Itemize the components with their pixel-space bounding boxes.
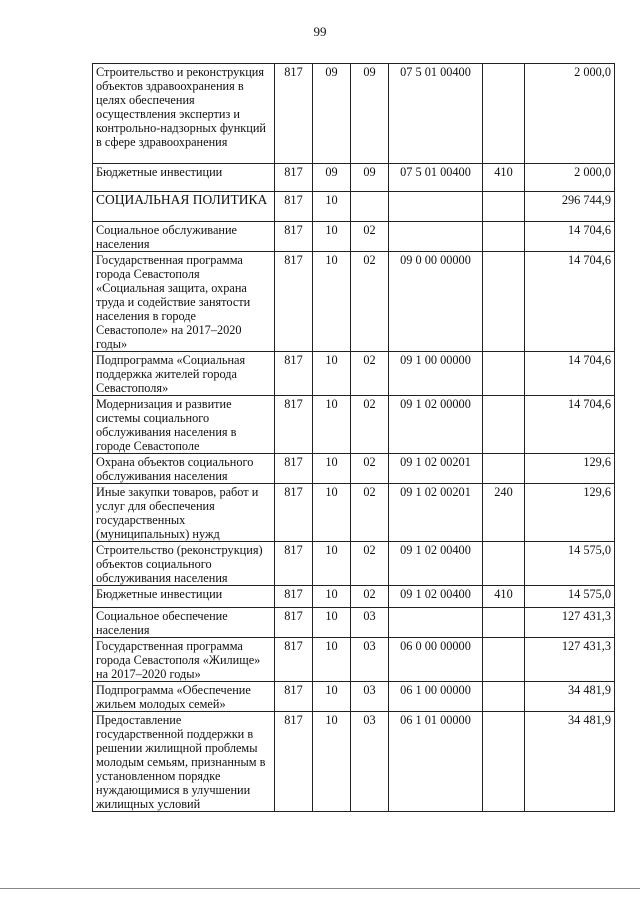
cell-pr: 02 (351, 222, 389, 252)
cell-sum: 2 000,0 (525, 64, 615, 164)
table-row (93, 192, 615, 222)
cell-vr (483, 712, 525, 812)
cell-rz: 10 (313, 586, 351, 608)
cell-csr: 07 5 01 00400 (389, 64, 483, 164)
cell-sum: 14 704,6 (525, 222, 615, 252)
cell-name: Строительство и реконструкция объектов здравоохранения в целях обеспечения осуществления экспертиз и контрольно-надзорных функций в сфере здравоохранения (93, 64, 275, 164)
cell-vr (483, 396, 525, 454)
cell-name: Иные закупки товаров, работ и услуг для обеспечения государственных (муниципальных) нужд (93, 484, 275, 542)
cell-sum: 14 704,6 (525, 352, 615, 396)
cell-name: Социальное обслуживание населения (93, 222, 275, 252)
cell-sum: 14 704,6 (525, 396, 615, 454)
cell-ved: 817 (275, 542, 313, 586)
table-row (93, 222, 615, 252)
cell-vr: 240 (483, 484, 525, 542)
cell-vr: 410 (483, 164, 525, 192)
table-row (93, 586, 615, 608)
cell-csr (389, 192, 483, 222)
cell-rz: 10 (313, 682, 351, 712)
budget-table (92, 63, 615, 812)
cell-csr: 06 1 00 00000 (389, 682, 483, 712)
cell-ved: 817 (275, 64, 313, 164)
cell-csr: 09 1 02 00201 (389, 454, 483, 484)
cell-sum: 127 431,3 (525, 608, 615, 638)
cell-pr: 02 (351, 542, 389, 586)
cell-name: СОЦИАЛЬНАЯ ПОЛИТИКА (93, 192, 275, 222)
table-row (93, 396, 615, 454)
cell-ved: 817 (275, 484, 313, 542)
table-row (93, 164, 615, 192)
cell-pr: 03 (351, 712, 389, 812)
cell-ved: 817 (275, 396, 313, 454)
page-number: 99 (313, 24, 327, 39)
table-row (93, 252, 615, 352)
cell-sum: 2 000,0 (525, 164, 615, 192)
cell-csr (389, 608, 483, 638)
cell-vr (483, 638, 525, 682)
cell-ved: 817 (275, 638, 313, 682)
cell-vr (483, 64, 525, 164)
table-row (93, 712, 615, 812)
cell-csr: 09 1 02 00201 (389, 484, 483, 542)
cell-pr (351, 192, 389, 222)
cell-vr (483, 222, 525, 252)
cell-csr: 09 1 00 00000 (389, 352, 483, 396)
cell-pr: 09 (351, 64, 389, 164)
cell-vr: 410 (483, 586, 525, 608)
cell-sum: 14 704,6 (525, 252, 615, 352)
cell-rz: 10 (313, 192, 351, 222)
cell-ved: 817 (275, 608, 313, 638)
cell-csr: 09 0 00 00000 (389, 252, 483, 352)
table-row (93, 454, 615, 484)
cell-rz: 10 (313, 638, 351, 682)
table-row (93, 638, 615, 682)
cell-name: Социальное обеспечение населения (93, 608, 275, 638)
cell-sum: 14 575,0 (525, 586, 615, 608)
cell-pr: 02 (351, 484, 389, 542)
cell-rz: 10 (313, 484, 351, 542)
cell-rz: 09 (313, 64, 351, 164)
cell-ved: 817 (275, 682, 313, 712)
cell-vr (483, 542, 525, 586)
cell-vr (483, 192, 525, 222)
cell-rz: 10 (313, 608, 351, 638)
cell-name: Подпрограмма «Обеспечение жильем молодых семей» (93, 682, 275, 712)
cell-csr: 09 1 02 00000 (389, 396, 483, 454)
cell-vr (483, 682, 525, 712)
cell-rz: 10 (313, 454, 351, 484)
cell-sum: 129,6 (525, 484, 615, 542)
cell-csr: 07 5 01 00400 (389, 164, 483, 192)
cell-ved: 817 (275, 192, 313, 222)
table-row (93, 608, 615, 638)
cell-name: Подпрограмма «Социальная поддержка жителей города Севастополя» (93, 352, 275, 396)
cell-vr (483, 352, 525, 396)
cell-ved: 817 (275, 252, 313, 352)
cell-pr: 03 (351, 638, 389, 682)
cell-rz: 10 (313, 352, 351, 396)
cell-name: Модернизация и развитие системы социального обслуживания населения в городе Севастополе (93, 396, 275, 454)
cell-name: Бюджетные инвестиции (93, 164, 275, 192)
cell-ved: 817 (275, 454, 313, 484)
cell-rz: 10 (313, 222, 351, 252)
cell-sum: 129,6 (525, 454, 615, 484)
table-body (93, 64, 615, 812)
cell-csr: 06 1 01 00000 (389, 712, 483, 812)
cell-sum: 127 431,3 (525, 638, 615, 682)
cell-ved: 817 (275, 712, 313, 812)
cell-rz: 10 (313, 542, 351, 586)
table-row (93, 352, 615, 396)
cell-pr: 02 (351, 252, 389, 352)
cell-csr: 06 0 00 00000 (389, 638, 483, 682)
cell-sum: 34 481,9 (525, 682, 615, 712)
cell-pr: 03 (351, 682, 389, 712)
cell-pr: 02 (351, 586, 389, 608)
cell-name: Государственная программа города Севастополя «Жилище» на 2017–2020 годы» (93, 638, 275, 682)
cell-rz: 10 (313, 252, 351, 352)
cell-rz: 10 (313, 396, 351, 454)
page-bottom-divider (0, 888, 640, 889)
cell-vr (483, 454, 525, 484)
cell-vr (483, 252, 525, 352)
cell-csr: 09 1 02 00400 (389, 542, 483, 586)
cell-vr (483, 608, 525, 638)
cell-pr: 09 (351, 164, 389, 192)
table-row (93, 484, 615, 542)
cell-sum: 34 481,9 (525, 712, 615, 812)
cell-csr: 09 1 02 00400 (389, 586, 483, 608)
cell-pr: 03 (351, 608, 389, 638)
table-row (93, 542, 615, 586)
cell-pr: 02 (351, 352, 389, 396)
table-row (93, 64, 615, 164)
cell-name: Строительство (реконструкция) объектов социального обслуживания населения (93, 542, 275, 586)
table-row (93, 682, 615, 712)
cell-pr: 02 (351, 454, 389, 484)
cell-rz: 09 (313, 164, 351, 192)
cell-ved: 817 (275, 586, 313, 608)
cell-name: Предоставление государственной поддержки в решении жилищной проблемы молодым семьям, признанным в установленном порядке нуждающимися в улучшении жилищных условий (93, 712, 275, 812)
cell-ved: 817 (275, 352, 313, 396)
cell-name: Охрана объектов социального обслуживания населения (93, 454, 275, 484)
cell-csr (389, 222, 483, 252)
cell-name: Бюджетные инвестиции (93, 586, 275, 608)
cell-ved: 817 (275, 222, 313, 252)
cell-pr: 02 (351, 396, 389, 454)
cell-name: Государственная программа города Севастополя «Социальная защита, охрана труда и содействие занятости населения в городе Севастополе» на 2017–2020 годы» (93, 252, 275, 352)
cell-rz: 10 (313, 712, 351, 812)
cell-sum: 14 575,0 (525, 542, 615, 586)
cell-sum: 296 744,9 (525, 192, 615, 222)
cell-ved: 817 (275, 164, 313, 192)
